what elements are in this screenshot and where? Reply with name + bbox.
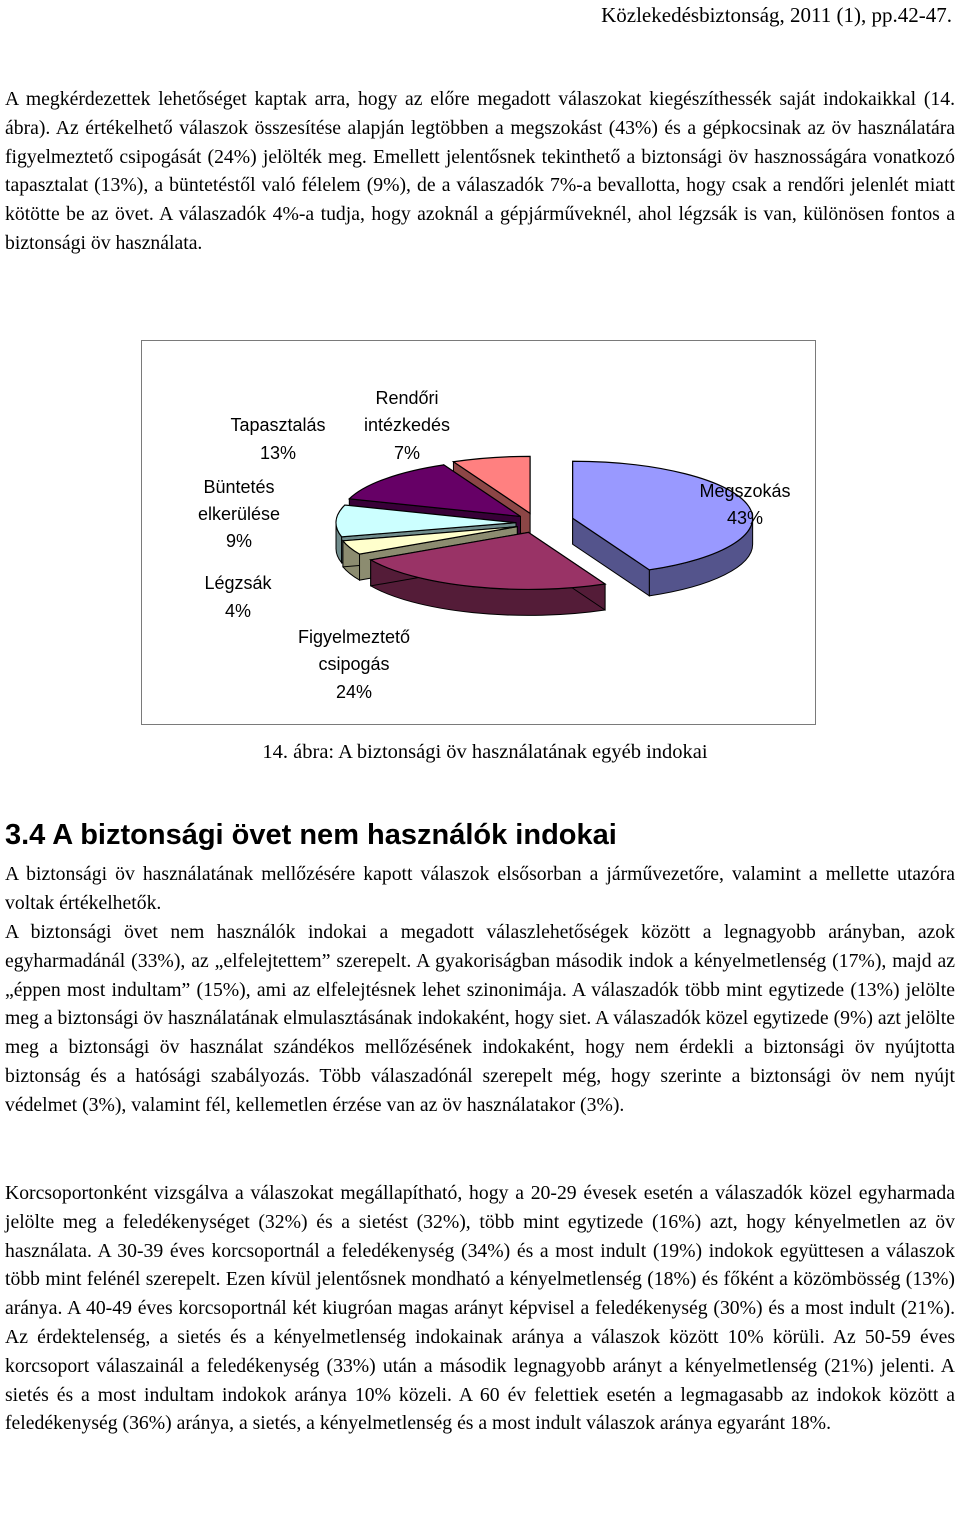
section-title: 3.4 A biztonsági övet nem használók indokai (5, 819, 617, 851)
label-figyelmezteto (298, 627, 410, 702)
label-buntetes (198, 477, 280, 551)
label-buntetes-line2: elkerülése (197, 504, 281, 524)
label-buntetes-line1: Büntetés (203, 477, 275, 497)
pie-chart (142, 341, 817, 726)
label-rendori (364, 388, 450, 463)
label-rendori-line2: intézkedés (363, 415, 451, 435)
label-megszokas-line1: Megszokás (699, 481, 791, 501)
paragraph-2: A biztonsági övet nem használók indokai a megadott válaszlehetőségek között a legnagyobb arányban, azok egyharmadánál (33%), az „elfelejtettem” szerepelt. A gyakoriságban második indok a kényelmetlenség (17%), majd az „éppen most indultam” (15%), ami az elfelejtésnek lehet szinonimája. A válaszadók több mint egytizede (13%) jelölte meg a biztonsági öv használatának elmulasztásának indokaként, hogy siet. A válaszadók közel egytizede (9%) azt jelölte meg a biztonsági öv használat szándékos mellőzésének indokaként, hogy nem érdekli a biztonsági öv nyújtotta biztonság és a hatósági szabályozás. Több válaszadónál szerepelt még, hogy szerinte a biztonsági öv nem nyújt védelmet (3%), valamint fél, kellemetlen érzése van az öv használatakor (3%). (5, 921, 955, 1116)
label-legzsak-value: 4% (224, 601, 252, 621)
pie-chart-frame (141, 340, 816, 725)
label-rendori-value: 7% (393, 443, 421, 463)
paragraph-1: A biztonsági öv használatának mellőzésére kapott válaszok elsősorban a járművezetőre, valamint a mellette utazóra voltak értékelhetők. (5, 863, 955, 914)
label-megszokas-value: 43% (726, 508, 764, 528)
label-figyelmezteto-value: 24% (335, 682, 373, 702)
label-legzsak-line1: Légzsák (204, 573, 272, 593)
figure-caption (0, 738, 960, 766)
label-figyelmezteto-line2: csipogás (318, 654, 390, 674)
label-rendori-line1: Rendőri (375, 388, 439, 408)
label-tapasztalas-value: 13% (259, 443, 297, 463)
intro-paragraph: A megkérdezettek lehetőséget kaptak arra, hogy az előre megadott válaszokat kiegészíthessék saját indokaikkal (14. ábra). Az értékelhető válaszok összesítése alapján legtöbben a megszokást (43%) és a gépkocsinak az öv használatára figyelmeztető csipogását (24%) jelölték meg. Emellett jelentősnek tekinthető a biztonsági öv hasznosságára vonatkozó tapasztalat (13%), a büntetéstől való félelem (9%), de a válaszadók 7%-a bevallotta, hogy csak a rendőri jelenlét miatt kötötte be az övet. A válaszadók 4%-a tudja, hogy azoknál a gépjárműveknél, ahol légzsák is van, különösen fontos a biztonsági öv használata. (5, 88, 955, 254)
paragraph-3: Korcsoportonként vizsgálva a válaszokat megállapítható, hogy a 20-29 évesek esetén a válaszadók közel egyharmada jelölte meg a feledékenységet (32%) és a sietést (32%), több mint egytizede (16%) azt, hogy kényelmetlen az öv használata. A 30-39 éves korcsoportnál a feledékenység (34%) és a most indult (19%) indokok együttesen a válaszok több mint felénél szerepelt. Ezen kívül jelentősnek mondható a kényelmetlenség (18%) és főként a közömbösség (13%) aránya. A 40-49 éves korcsoportnál két kiugróan magas arányt képvisel a feledékenység (30%) és a most indult (21%). Az érdektelenség, a sietés és a kényelmetlenség indokainak aránya a válaszok között 10% körüli. Az 50-59 éves korcsoport válaszainál a feledékenység (33%) után a második legnagyobb arányt a kényelmetlenség (21%) jelenti. A sietés és a most indultam indokok aránya 10% közeli. A 60 év felettiek esetén a legmagasabb az indokok között a feledékenység (36%) aránya, a sietés, a kényelmetlenség és a most indult válaszok aránya egyaránt 18%. (5, 1182, 955, 1435)
pie-slices (336, 456, 753, 615)
label-tapasztalas-line1: Tapasztalás (230, 415, 326, 435)
running-header: Közlekedésbiztonság, 2011 (1), pp.42-47. (601, 3, 952, 27)
figure-caption-text: 14. ábra: A biztonsági öv használatának egyéb indokai (262, 741, 708, 763)
label-legzsak (204, 573, 272, 621)
label-figyelmezteto-line1: Figyelmeztető (297, 627, 411, 647)
label-tapasztalas (230, 415, 325, 463)
label-buntetes-value: 9% (225, 531, 253, 551)
